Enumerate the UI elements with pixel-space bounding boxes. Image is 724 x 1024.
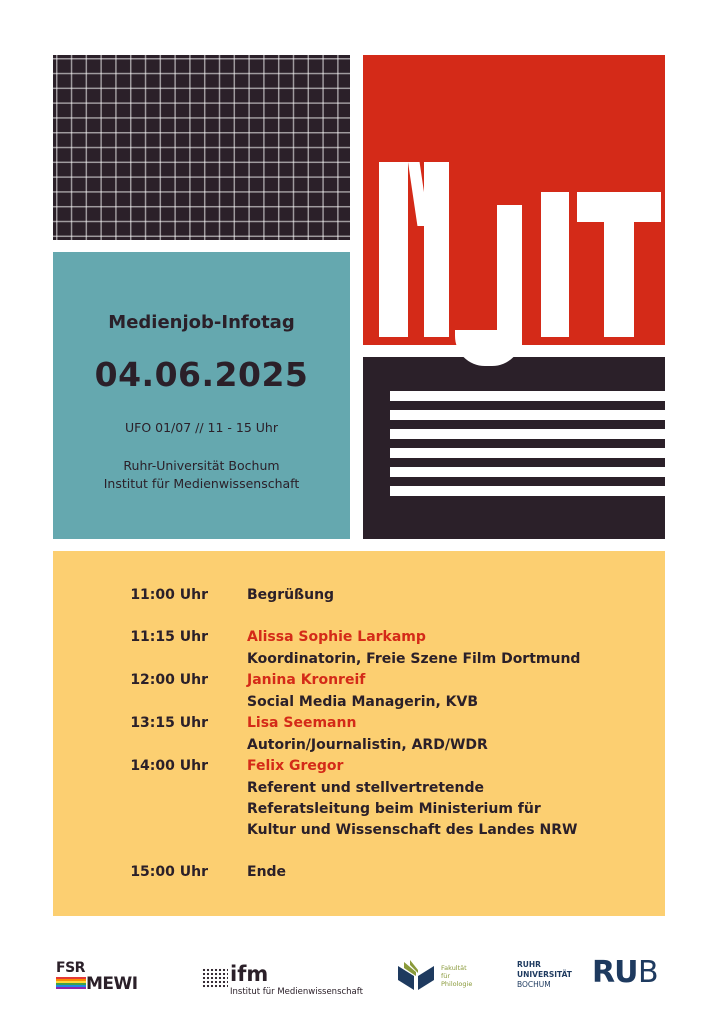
rainbow-stripes-icon — [56, 977, 86, 989]
speaker-role: Referatsleitung beim Ministerium für — [247, 801, 541, 817]
stripe — [390, 467, 665, 477]
speaker-role: Social Media Managerin, KVB — [247, 694, 479, 710]
stripe — [390, 486, 665, 496]
rub-wordmark-line: UNIVERSITÄT — [517, 970, 572, 979]
speaker-name: Alissa Sophie Larkamp — [247, 629, 426, 645]
speaker-role: Referent und stellvertretende — [247, 780, 485, 796]
mewi-label: MEWI — [86, 974, 138, 994]
schedule-time: 14:00 Uhr — [130, 758, 208, 774]
speaker-name: Felix Gregor — [247, 758, 344, 774]
logo-t-stem — [604, 192, 634, 337]
fsr-mewi-logo — [56, 960, 156, 994]
schedule-item: Ende — [247, 864, 287, 880]
institution-university: Ruhr-Universität Bochum — [123, 458, 280, 473]
speaker-role: Autorin/Journalistin, ARD/WDR — [247, 737, 488, 753]
fsr-label: FSR — [56, 960, 85, 976]
institution-department: Institut für Medienwissenschaft — [103, 476, 300, 491]
schedule-time: 13:15 Uhr — [130, 715, 208, 731]
stripe — [390, 391, 665, 401]
schedule-time: 11:00 Uhr — [130, 587, 208, 603]
ruhr-universitaet-wordmark — [517, 958, 587, 994]
ifm-subtitle: Institut für Medienwissenschaft — [230, 987, 363, 997]
dot-grid-icon — [202, 968, 228, 988]
grid-pattern-tile — [53, 55, 350, 240]
schedule-panel — [53, 551, 665, 916]
rub-wordmark-line: BOCHUM — [517, 980, 551, 989]
schedule-time: 11:15 Uhr — [130, 629, 208, 645]
rub-wordmark-line: RUHR — [517, 960, 541, 969]
stripe-pattern-tile — [363, 357, 665, 539]
rub-logo-b: B — [638, 955, 659, 990]
ifm-label: ifm — [230, 962, 269, 986]
speaker-name: Lisa Seemann — [247, 715, 357, 731]
logo-j-hook — [455, 330, 522, 366]
mjit-logo — [363, 55, 665, 375]
event-subtitle: Medienjob-Infotag — [108, 312, 295, 333]
stripe — [390, 429, 665, 439]
rub-logo — [592, 955, 672, 995]
event-location: UFO 01/07 // 11 - 15 Uhr — [125, 420, 278, 435]
logo-m-right-stem — [424, 162, 449, 337]
event-info-panel — [53, 252, 350, 539]
stripe — [390, 410, 665, 420]
event-date: 04.06.2025 — [94, 355, 309, 394]
philologie-text — [441, 964, 472, 988]
open-book-icon — [396, 960, 436, 992]
rub-logo-ru: RU — [592, 955, 638, 990]
speaker-role: Koordinatorin, Freie Szene Film Dortmund — [247, 651, 581, 667]
speaker-role: Kultur und Wissenschaft des Landes NRW — [247, 822, 578, 838]
logo-m-left-stem — [379, 162, 408, 337]
schedule-time: 15:00 Uhr — [130, 864, 208, 880]
schedule-item: Begrüßung — [247, 587, 335, 603]
schedule-time: 12:00 Uhr — [130, 672, 208, 688]
ifm-logo — [202, 962, 363, 998]
stripe — [390, 448, 665, 458]
speaker-name: Janina Kronreif — [247, 672, 366, 688]
philologie-line: Philologie — [441, 980, 473, 988]
philologie-line: Fakultät — [441, 964, 467, 972]
philologie-logo — [396, 958, 486, 994]
logo-i-stem — [541, 192, 569, 337]
philologie-line: für — [441, 972, 451, 980]
